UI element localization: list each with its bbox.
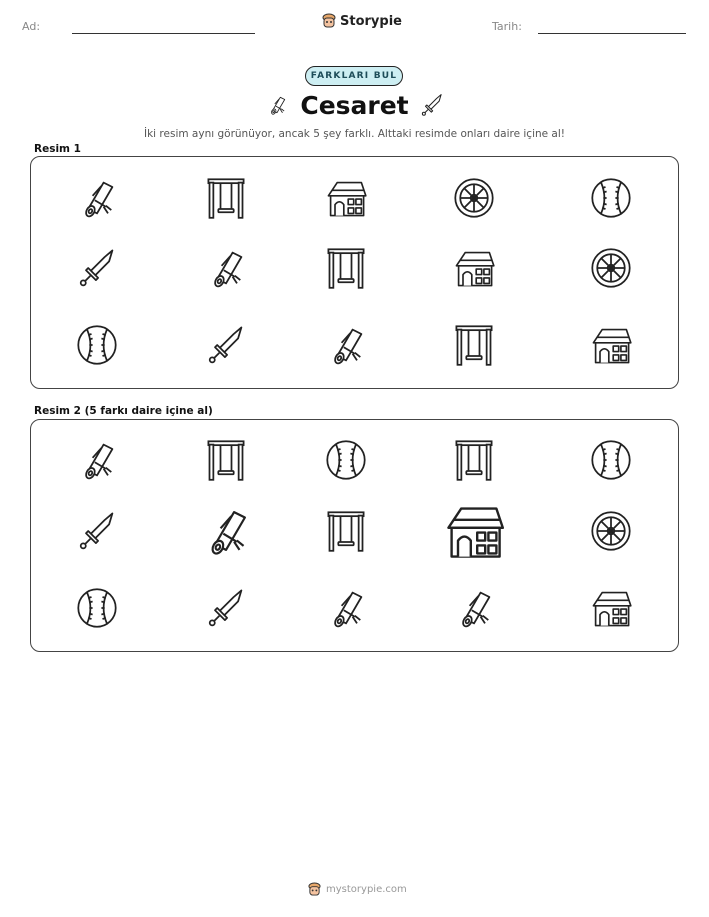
footer	[308, 882, 407, 897]
brand-logo	[322, 13, 402, 29]
scroll-icon	[75, 176, 119, 220]
wheel-icon	[452, 176, 496, 220]
scroll-icon	[324, 323, 368, 367]
swing-icon	[204, 176, 248, 220]
name-line[interactable]	[72, 33, 255, 34]
scroll-icon[interactable]	[199, 504, 253, 558]
sword-icon	[75, 246, 119, 290]
swing-icon[interactable]	[204, 438, 248, 482]
date-label: Tarih:	[492, 20, 522, 33]
picture1-label: Resim 1	[34, 143, 81, 155]
picture2-label: Resim 2 (5 farkı daire içine al)	[34, 405, 213, 417]
scroll-icon[interactable]	[75, 438, 119, 482]
baseball-icon	[75, 323, 119, 367]
sword-icon	[419, 90, 445, 120]
wheel-icon	[589, 246, 633, 290]
brand-name: Storypie	[340, 13, 402, 29]
page-title: Cesaret	[300, 91, 409, 120]
scroll-icon	[204, 246, 248, 290]
baseball-icon	[589, 176, 633, 220]
scroll-icon[interactable]	[324, 586, 368, 630]
wheel-icon[interactable]	[589, 509, 633, 553]
swing-icon[interactable]	[452, 438, 496, 482]
scroll-icon[interactable]	[452, 586, 496, 630]
swing-icon	[452, 323, 496, 367]
baseball-icon[interactable]	[75, 586, 119, 630]
swing-icon[interactable]	[324, 509, 368, 553]
baseball-icon[interactable]	[589, 438, 633, 482]
house-icon	[589, 323, 633, 367]
house-icon	[452, 246, 496, 290]
sword-icon	[204, 323, 248, 367]
house-icon	[324, 176, 368, 220]
date-line[interactable]	[538, 33, 686, 34]
name-label: Ad:	[22, 20, 41, 33]
sword-icon[interactable]	[75, 509, 119, 553]
footer-url: mystorypie.com	[326, 884, 407, 895]
storypie-mascot-icon	[322, 13, 336, 29]
swing-icon	[324, 246, 368, 290]
baseball-icon[interactable]	[324, 438, 368, 482]
sword-icon[interactable]	[204, 586, 248, 630]
storypie-mascot-icon	[308, 882, 321, 897]
instructions: İki resim aynı görünüyor, ancak 5 şey farklı. Alttaki resimde onları daire içine al!	[144, 128, 565, 140]
activity-badge: FARKLARI BUL	[305, 66, 403, 86]
house-icon[interactable]	[442, 499, 506, 563]
house-icon[interactable]	[589, 586, 633, 630]
